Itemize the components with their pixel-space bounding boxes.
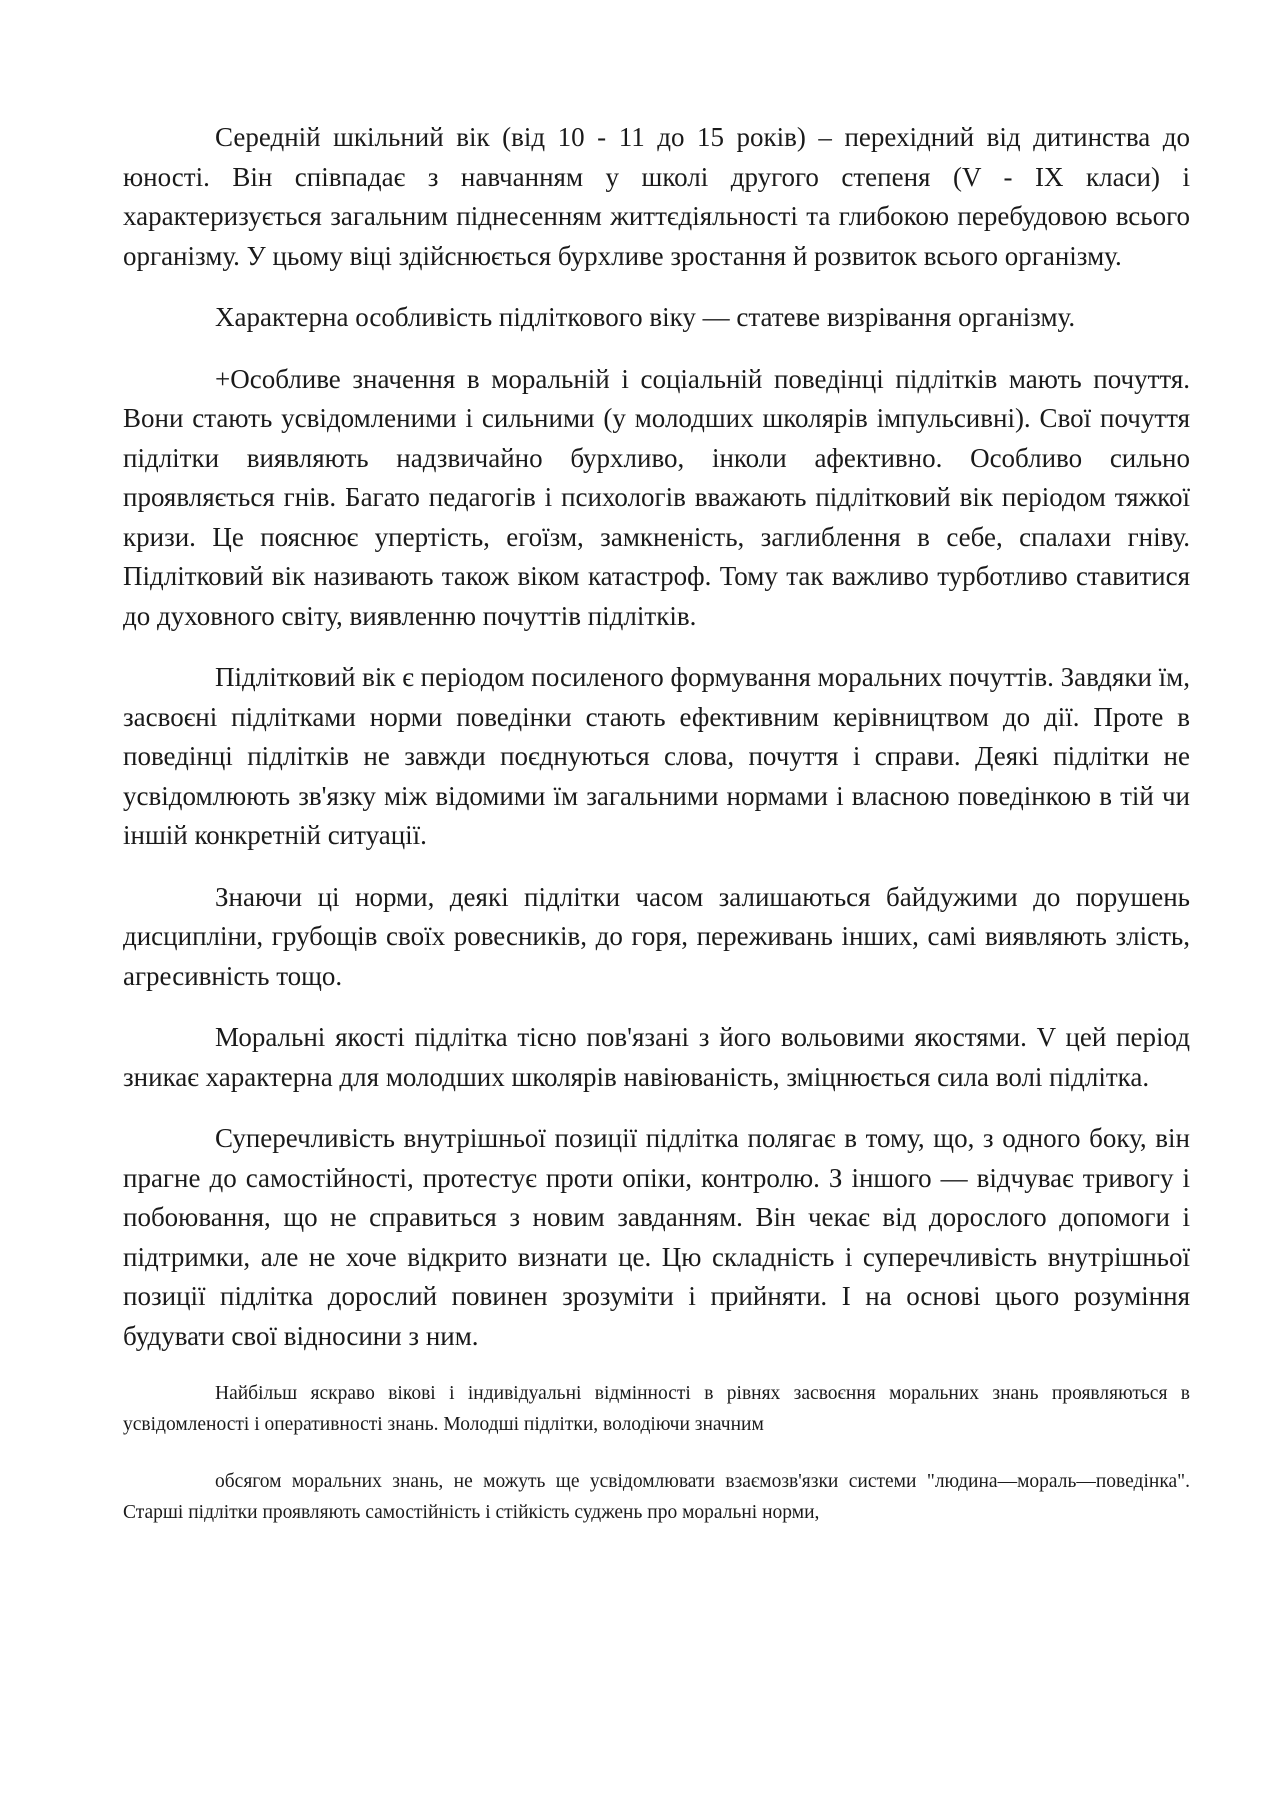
paragraph-moral-feelings: Підлітковий вік є періодом посиленого формування моральних почуттів. Завдяки їм, засвоєні підлітками норми поведінки стають ефективним керівництвом до дії. Проте в поведінці підлітків не завжди поєднуються слова, почуття і справи. Деякі підлітки не усвідомлюють зв'язку між відомими їм загальними нормами і власною поведінкою в тій чи іншій конкретній ситуації. bbox=[123, 662, 1190, 850]
paragraph-middle-school-age: Середній шкільний вік (від 10 - 11 до 15 років) – перехідний від дитинства до юності. Він співпадає з навчанням у школі другого степеня (V - ІХ класи) і характеризується загальним піднесенням життєдіяльності та глибокою перебудовою всього організму. У цьому віці здійснюється бурхливе зростання й розвиток всього організму. bbox=[123, 122, 1190, 271]
paragraph-knowing-norms: Знаючи ці норми, деякі підлітки часом залишаються байдужими до порушень дисципліни, грубощів своїх ровесників, до горя, переживань інших, самі виявляють злість, агресивність тощо. bbox=[123, 881, 1190, 991]
paragraph-feelings: +Особливе значення в моральній і соціальній поведінці підлітків мають почуття. Вони стають усвідомленими і сильними (у молодших школярів імпульсивні). Свої почуття підлітки виявляють надзвичайно бурхливо, інколи афективно. Особливо сильно проявляється гнів. Багато педагогів і психологів вважають підлітковий вік періодом тяжкої кризи. Це пояснює упертість, егоїзм, замкненість, заглиблення в себе, спалахи гніву. Підлітковий вік називають також віком катастроф. Тому так важливо турботливо ставитися до духовного світу, виявленню почуттів підлітків. bbox=[123, 363, 1190, 631]
document-page bbox=[123, 118, 1190, 1554]
paragraph-moral-qualities: Моральні якості підлітка тісно пов'язані з його вольовими якостями. V цей період зникає характерна для молодших школярів навіюваність, зміцнюється сила волі підлітка. bbox=[123, 1022, 1190, 1092]
paragraph-adolescence-feature: Характерна особливість підліткового віку — статеве визрівання організму. bbox=[215, 302, 1076, 332]
paragraph-older-adolescents: обсягом моральних знань, не можуть ще усвідомлювати взаємозв'язки системи "людина—мораль—поведінка". Старші підлітки проявляють самостійність і стійкість суджень про моральні норми, bbox=[123, 1471, 1190, 1523]
paragraph-inner-position: Суперечливість внутрішньої позиції підлітка полягає в тому, що, з одного боку, він прагне до самостійності, протестує проти опіки, контролю. З іншого — відчуває тривогу і побоювання, що не справиться з новим завданням. Він чекає від дорослого допомоги і підтримки, але не хоче відкрито визнати це. Цю складність і суперечливість внутрішньої позиції підлітка дорослий повинен зрозуміти і прийняти. І на основі цього розуміння будувати свої відносини з ним. bbox=[123, 1123, 1190, 1351]
paragraph-moral-knowledge: Найбільш яскраво вікові і індивідуальні відмінності в рівнях засвоєння моральних знань проявляються в усвідомленості і оперативності знань. Молодші підлітки, володіючи значним bbox=[123, 1383, 1190, 1435]
